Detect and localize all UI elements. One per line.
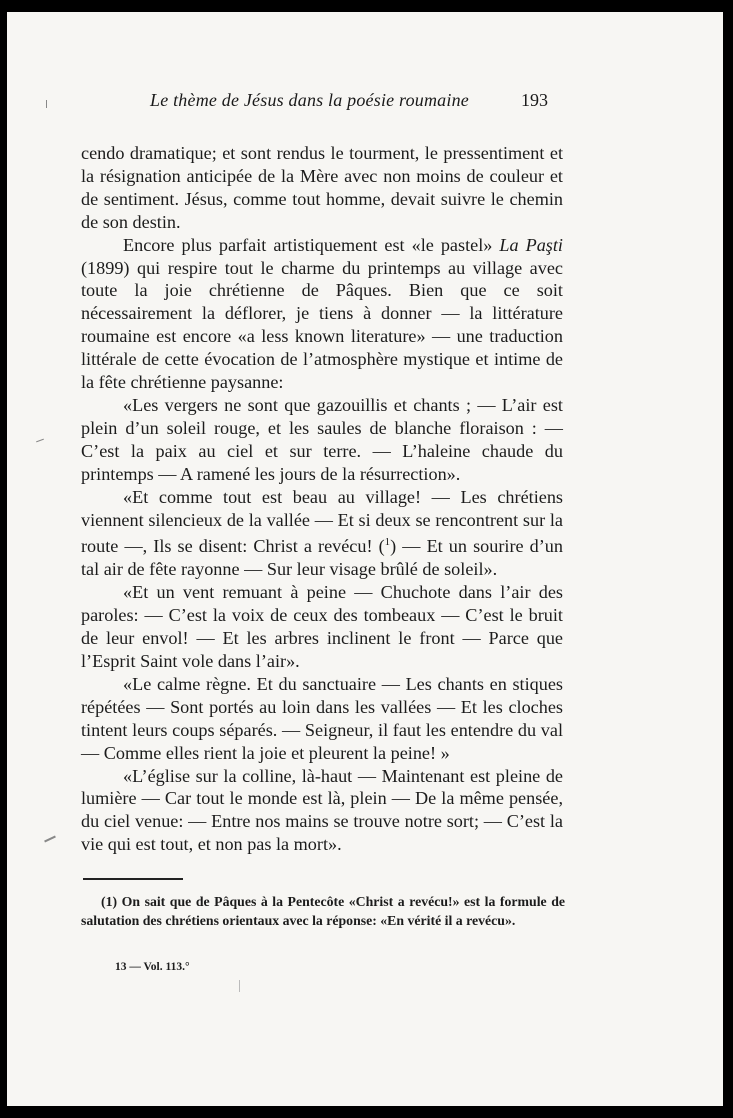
footnote-marker: (1)	[101, 894, 118, 909]
footnote-text: On sait que de Pâques à la Pentecôte «Christ a revécu!» est la formule de salutation des chrétiens orientaux avec la réponse: «En vérité il a revécu».	[81, 894, 566, 928]
text-segment: (1899) qui respire tout le charme du printemps au village avec toute la joie chrétienne de Pâques. Bien que ce soit nécessairement la déflorer, je tiens à donner — la littérature roumaine est encore «a less known literature» — une traduction littérale de cette évocation de l’atmosphère mystique et intime de la fête chrétienne paysanne:	[81, 257, 563, 393]
footnote-separator	[83, 878, 183, 880]
paragraph: «Et un vent remuant à peine — Chuchote dans l’air des paroles: — C’est la voix de ceux des tombeaux — C’est le bruit de leur envol! — Et les arbres inclinent le front — Parce que l’Esprit Saint vole dans l’air».	[81, 582, 563, 671]
text-segment: ) — Et un sourire d’un tal air de fête rayonne — Sur leur visage brûlé de soleil».	[81, 536, 563, 580]
printer-signature: 13 — Vol. 113.°	[115, 961, 190, 973]
margin-speck	[46, 100, 47, 108]
book-page	[7, 12, 723, 1106]
margin-speck	[239, 980, 240, 992]
paragraph	[81, 234, 563, 394]
text-segment: «Et comme tout est beau au village! — Les chrétiens viennent silencieux de la vallée — Et si deux se rencontrent sur la route —, Ils se disent: Christ a revécu! (	[81, 486, 563, 557]
page-number: 193	[521, 90, 548, 110]
margin-speck	[36, 439, 44, 443]
footnote	[81, 892, 565, 930]
main-text	[81, 142, 563, 856]
running-title: Le thème de Jésus dans la poésie roumaine	[150, 90, 469, 110]
poem-title: La Paşti	[499, 234, 563, 255]
paragraph: «Les vergers ne sont que gazouillis et chants ; — L’air est plein d’un soleil rouge, et les saules de blanche floraison : — C’est la paix au ciel et sur terre. — L’haleine chaude du printemps — A ramené les jours de la résurrection».	[81, 394, 563, 484]
running-header	[7, 88, 723, 118]
text-segment: Encore plus parfait artistiquement est «le pastel»	[123, 234, 493, 255]
margin-speck	[44, 836, 56, 843]
paragraph: «L’église sur la colline, là-haut — Maintenant est pleine de lumière — Car tout le monde est là, plein — De la même pensée, du ciel venue: — Entre nos mains se trouve notre sort; — C’est la vie qui est tout, et non pas la mort».	[81, 765, 563, 855]
footnote-paragraph	[81, 892, 565, 930]
paragraph: «Le calme règne. Et du sanctuaire — Les chants en stiques répétées — Sont portés au loin dans les vallées — Et les cloches tintent leurs coups séparés. — Seigneur, il faut les entendre du val — Comme elles rient la joie et pleurent la peine! »	[81, 673, 563, 763]
paragraph	[81, 486, 563, 582]
paragraph: cendo dramatique; et sont rendus le tourment, le pressentiment et la résignation anticipée de la Mère avec non moins de couleur et de sentiment. Jésus, comme tout homme, devait suivre le chemin de son destin.	[81, 143, 563, 232]
footnote-reference: 1	[384, 536, 391, 549]
